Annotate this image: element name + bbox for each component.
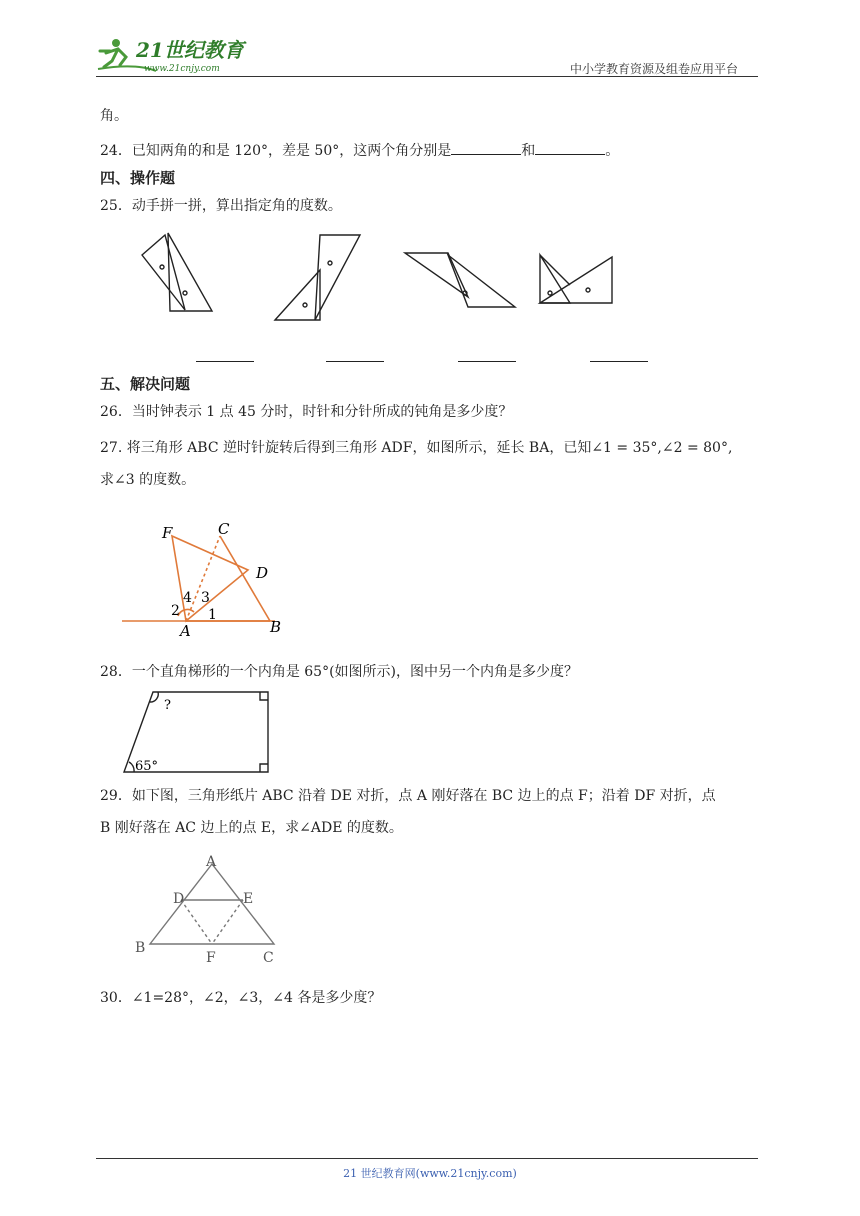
label-C: C (218, 520, 230, 538)
label-B: B (270, 618, 282, 636)
answer-line-2[interactable] (326, 361, 384, 362)
label-4: 4 (183, 590, 192, 606)
logo-url: www.21cnjy.com (144, 64, 220, 74)
answer-line-1[interactable] (196, 361, 254, 362)
q24-text: 24．已知两角的和是 120°，差是 50°，这两个角分别是 (100, 143, 452, 159)
label-1: 1 (208, 607, 217, 623)
footer-divider (96, 1158, 758, 1159)
ruler-shape (142, 235, 185, 310)
label-E: E (243, 891, 254, 907)
label-A: A (206, 854, 217, 870)
q24-end: 。 (605, 143, 620, 159)
site-logo (96, 35, 266, 75)
continued-text: 角。 (100, 108, 128, 124)
angle-65-label: 65° (135, 759, 159, 774)
label-A: A (180, 622, 191, 640)
header-divider (96, 76, 758, 77)
question-29-line2: B 刚好落在 AC 边上的点 E，求∠ADE 的度数。 (100, 820, 403, 836)
question-26: 26．当时钟表示 1 点 45 分时，时针和分针所成的钝角是多少度？ (100, 404, 513, 420)
answer-line-3[interactable] (458, 361, 516, 362)
section-5-heading: 五、解决问题 (100, 375, 191, 393)
answer-line-4[interactable] (590, 361, 648, 362)
unknown-angle-label: ? (164, 698, 171, 713)
question-28: 28．一个直角梯形的一个内角是 65°(如图所示)，图中另一个内角是多少度？ (100, 664, 579, 680)
rotated-triangle-figure (120, 518, 300, 643)
label-F: F (206, 950, 216, 966)
answer-blank-2[interactable] (535, 140, 605, 155)
question-29-line1: 29．如下图，三角形纸片 ABC 沿着 DE 对折，点 A 刚好落在 BC 边上的点 F；沿着 DF 对折，点 (100, 788, 716, 804)
right-trapezoid-figure (120, 690, 272, 776)
label-D: D (256, 564, 269, 582)
question-27-line1: 27. 将三角形 ABC 逆时针旋转后得到三角形 ADF，如图所示，延长 BA，已知∠1 = 35°,∠2 = 80°, (100, 440, 733, 456)
question-30: 30．∠1=28°，∠2，∠3，∠4 各是多少度？ (100, 990, 382, 1006)
question-24 (100, 140, 619, 161)
folded-triangle-figure (130, 852, 280, 967)
q24-and: 和 (521, 143, 536, 159)
footer-text[interactable]: 21 世纪教育网(www.21cnjy.com) (343, 1167, 517, 1180)
label-C: C (263, 950, 274, 966)
label-3: 3 (201, 590, 210, 606)
logo-text: 21世纪教育 (136, 38, 244, 62)
section-4-heading: 四、操作题 (100, 169, 176, 187)
label-2: 2 (171, 603, 180, 619)
question-27-line2: 求∠3 的度数。 (100, 472, 196, 488)
answer-blank-1[interactable] (451, 140, 521, 155)
header-right-text: 中小学教育资源及组卷应用平台 (570, 62, 739, 76)
question-25: 25．动手拼一拼，算出指定角的度数。 (100, 198, 342, 214)
triangle-rulers-figures (130, 225, 630, 330)
label-D: D (173, 891, 185, 907)
label-B: B (135, 940, 146, 956)
label-F: F (162, 524, 173, 542)
